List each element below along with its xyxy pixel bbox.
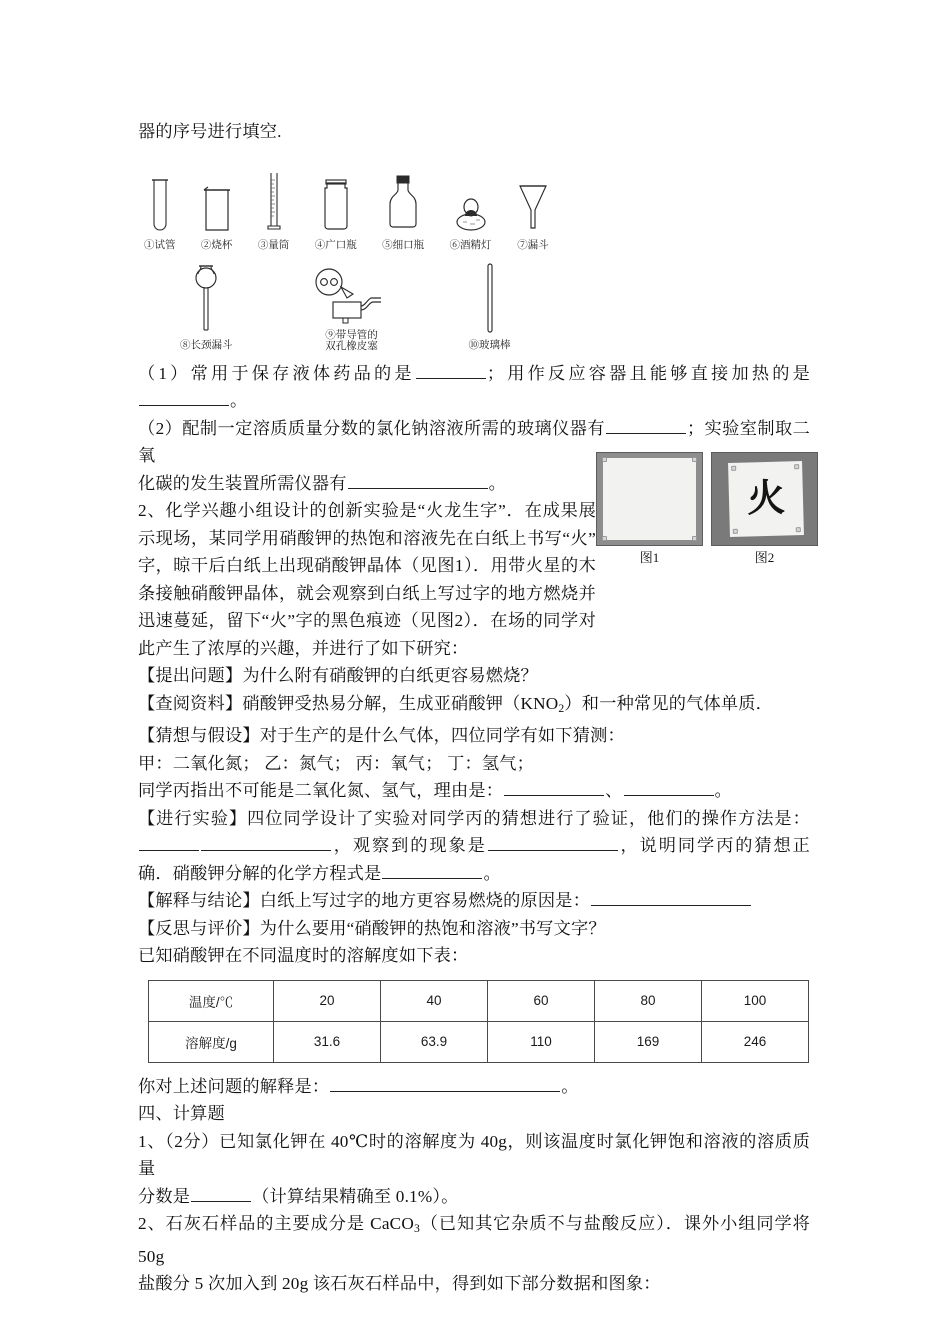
calc1-text-a: 1、（2分）已知氯化钾在 40℃时的溶解度为 40g，则该温度时氯化钾饱和溶液的溶质质量	[138, 1131, 810, 1179]
table-cell-sol-4: 169	[595, 1021, 702, 1062]
apparatus-item-wide-mouth-bottle	[315, 176, 357, 252]
calc1-text-c: （计算结果精确至 0.1%）。	[252, 1186, 459, 1206]
apparatus-label: ④广口瓶	[314, 239, 357, 251]
test-tube-icon	[149, 176, 171, 238]
apparatus-item-test-tube	[144, 176, 176, 252]
experiment-blank-4[interactable]	[382, 860, 482, 879]
paper-surface	[603, 458, 696, 540]
pin-icon	[733, 529, 738, 534]
pin-icon	[602, 457, 607, 462]
pin-icon	[796, 527, 801, 532]
q1-text-a: （1）常用于保存液体药品的是	[138, 363, 415, 383]
section4-heading: 四、计算题	[138, 1104, 225, 1124]
apparatus-item-glass-rod	[469, 260, 511, 352]
graduated-cylinder-icon	[265, 170, 283, 238]
narrow-mouth-bottle-icon	[384, 172, 422, 238]
pin-icon	[794, 464, 799, 469]
evaluation-line: 【反思与评价】为什么要用“硝酸钾的热饱和溶液”书写文字？	[138, 918, 606, 938]
refute-blank-1[interactable]	[504, 777, 604, 796]
lead-line: 器的序号进行填空.	[138, 122, 282, 141]
experiment-text-c: ，说明同学丙的猜想正确．硝酸钾	[138, 836, 810, 883]
glass-rod-icon	[483, 260, 497, 338]
calc-question-1	[138, 1128, 810, 1211]
reference-text-b: ）和一种常见的气体单质．	[564, 693, 774, 713]
reference-text-a: 【查阅资料】硝酸钾受热易分解，生成亚硝酸钾（KNO	[138, 693, 559, 713]
after-table-end: 。	[561, 1076, 579, 1096]
document-content	[138, 118, 810, 1298]
conclusion-blank[interactable]	[591, 887, 751, 906]
q2-blank-2[interactable]	[348, 470, 488, 489]
table-row	[149, 980, 809, 1021]
caco3-subscript: 3	[413, 1222, 420, 1236]
apparatus-item-long-neck-funnel	[180, 260, 233, 352]
table-cell-temp-1: 20	[274, 980, 381, 1021]
long-neck-funnel-icon	[191, 260, 221, 338]
table-cell-temp-5: 100	[702, 980, 809, 1021]
conclusion-line	[138, 887, 810, 915]
reference-line	[138, 690, 810, 722]
table-row-header-solubility: 溶解度/g	[149, 1021, 274, 1062]
after-table-line	[138, 1073, 810, 1101]
apparatus-label: ②烧杯	[200, 239, 233, 251]
calc2-text-b: （已知其它杂质不与盐酸反应）．课外小组同学将 50g	[138, 1214, 810, 1266]
apparatus-item-alcohol-lamp	[450, 176, 492, 252]
photo-caption: 图2	[754, 550, 775, 565]
raise-question-line: 【提出问题】为什么附有硝酸钾的白纸更容易燃烧？	[138, 666, 538, 686]
experiment-line	[138, 805, 810, 888]
table-cell-sol-3: 110	[488, 1021, 595, 1062]
calc-question-2	[138, 1210, 810, 1297]
apparatus-label	[325, 330, 378, 352]
conclusion-text: 【解释与结论】白纸上写过字的地方更容易燃烧的原因是：	[138, 891, 591, 911]
table-cell-sol-1: 31.6	[274, 1021, 381, 1062]
refute-blank-2[interactable]	[624, 777, 714, 796]
experiment-text-b: ，观察到的现象是	[332, 836, 487, 856]
beaker-icon	[202, 176, 232, 238]
apparatus-item-double-hole-stopper	[311, 266, 393, 352]
experiment-blank-3[interactable]	[488, 832, 618, 851]
apparatus-label: ⑩玻璃棒	[468, 339, 511, 351]
apparatus-label: ⑥酒精灯	[449, 239, 492, 251]
calc2-text-c: 盐酸分 5 次加入到 20g 该石灰石样品中，得到如下部分数据和图象：	[138, 1274, 661, 1294]
refute-line	[138, 777, 810, 805]
calc1-blank[interactable]	[191, 1183, 251, 1202]
apparatus-row-2	[144, 256, 549, 352]
apparatus-item-graduated-cylinder	[258, 170, 290, 252]
kno2-subscript: 2	[558, 701, 565, 715]
after-table-blank[interactable]	[330, 1073, 560, 1092]
refute-end: 。	[714, 781, 732, 801]
photo-image-blank-paper	[596, 452, 703, 546]
calc2-text-a: 2、石灰石样品的主要成分是 CaCO	[138, 1214, 414, 1234]
photo-image-burnt-character	[711, 452, 818, 546]
after-table-text: 你对上述问题的解释是：	[138, 1076, 330, 1096]
apparatus-label: ①试管	[144, 239, 176, 251]
q2-text-d: 。	[488, 473, 507, 493]
q2-text-a: （2）配制一定溶质质量分数的氯化钠溶液所需的玻璃仪器有	[138, 418, 605, 438]
table-intro-line: 已知硝酸钾在不同温度时的溶解度如下表：	[138, 946, 469, 966]
pin-icon	[692, 457, 697, 462]
funnel-icon	[517, 176, 549, 238]
apparatus-item-narrow-mouth-bottle	[382, 172, 424, 252]
experiment-end: 。	[483, 863, 501, 883]
q1-blank-2[interactable]	[139, 387, 229, 406]
q2-text-b: ；实验室制取二氧	[138, 418, 810, 466]
table-cell-temp-3: 60	[488, 980, 595, 1021]
solubility-table	[148, 980, 809, 1063]
q1-blank-1[interactable]	[416, 360, 486, 379]
apparatus-label: ⑧长颈漏斗	[180, 339, 233, 351]
q2-text-c: 化碳的发生装置所需仪器有	[138, 473, 347, 493]
refute-text-a: 同学丙指出不可能是二氧化氮、氢气，理由是：	[138, 781, 504, 801]
apparatus-row-1	[144, 152, 549, 252]
guesses-line: 甲：二氧化氮； 乙：氮气； 丙：氧气； 丁：氢气；	[138, 753, 535, 773]
apparatus-item-beaker	[201, 176, 233, 252]
apparatus-item-funnel	[517, 176, 549, 252]
apparatus-label: ⑦漏斗	[517, 239, 549, 251]
double-hole-stopper-icon	[311, 266, 393, 328]
experiment-blank-1[interactable]	[139, 832, 199, 851]
table-row-header-temperature: 温度/℃	[149, 980, 274, 1021]
table-row	[149, 1021, 809, 1062]
apparatus-label: ③量筒	[257, 239, 290, 251]
table-cell-sol-5: 246	[702, 1021, 809, 1062]
alcohol-lamp-icon	[454, 176, 488, 238]
burnt-character: 火	[746, 474, 786, 521]
experiment-text-d: 分解的化学方程式是	[224, 863, 382, 883]
paper-surface	[728, 461, 804, 537]
question-1	[138, 360, 810, 415]
hypothesis-line: 【猜想与假设】对于生产的是什么气体，四位同学有如下猜测：	[138, 726, 625, 746]
lab-apparatus-diagram	[144, 152, 549, 352]
photo-caption: 图1	[639, 550, 660, 565]
photo-figure-2	[711, 452, 818, 574]
problem2-paragraph: 2、化学兴趣小组设计的创新实验是“火龙生字”．在成果展示现场，某同学用硝酸钾的热饱和溶液先在白纸上书写“火”字，晾干后白纸上出现硝酸钾晶体（见图1）．用带火星的木条接触硝酸钾晶体，就会观察到白纸上写过字的地方燃烧并迅速蔓延，留下“火”字的黑色痕迹（见图2）．在场的同学对此产生了浓厚的兴趣，并进行了如下研究：	[138, 501, 596, 658]
q2-blank-1[interactable]	[606, 415, 686, 434]
wide-mouth-bottle-icon	[319, 176, 353, 238]
photo-figure-1	[596, 452, 703, 574]
pin-icon	[731, 466, 736, 471]
q1-text-c: 。	[230, 391, 248, 411]
pin-icon	[692, 536, 697, 541]
pin-icon	[602, 536, 607, 541]
apparatus-label-line2: 双孔橡皮塞	[325, 340, 378, 352]
calc1-text-b: 分数是	[138, 1186, 191, 1206]
apparatus-label: ⑤细口瓶	[382, 239, 425, 251]
table-cell-sol-2: 63.9	[381, 1021, 488, 1062]
experiment-blank-2[interactable]	[201, 832, 331, 851]
table-cell-temp-4: 80	[595, 980, 702, 1021]
apparatus-label-line1: ⑨带导管的	[325, 329, 378, 341]
q1-text-b: ；用作反应容器且能够直接加热的是	[486, 363, 810, 383]
refute-sep: 、	[605, 781, 623, 801]
table-cell-temp-2: 40	[381, 980, 488, 1021]
experiment-text-a: 【进行实验】四位同学设计了实验对同学丙的猜想进行了验证，他们的操作方法是：	[138, 808, 810, 828]
experiment-photos	[596, 452, 818, 574]
